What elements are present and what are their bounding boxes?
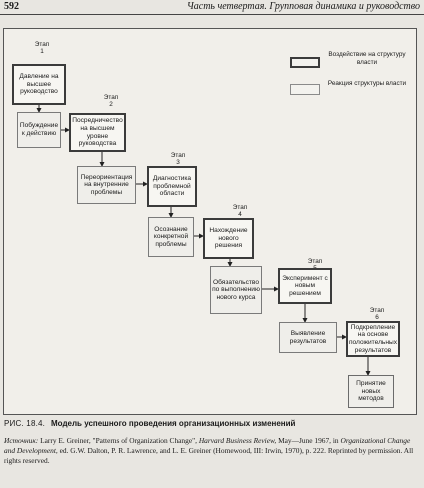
stage-2-word: Этап [103,94,119,101]
figure-title: Модель успешного проведения организационных изменений [51,419,296,428]
figure-source [4,436,420,466]
node-arousal-to-action: Побуждение к действию [17,112,61,148]
running-head: Часть четвертая. Групповая динамика и руководство [186,1,420,12]
source-part-3: ed. G.W. Dalton, P. R. Lawrence, and L. E. Greiner (Homewood, III: Irwin, 1970), p. 222. Reprinted by permission. All rights reserved. [4,446,414,465]
node-commitment-to-new-course: Обязательство по выполнению нового курса [210,266,262,314]
node-diagnosis-of-problem-areas: Диагностика проблемной области [147,166,197,207]
stage-3-word: Этап [170,152,186,159]
stage-1-number: 1 [40,48,44,56]
stage-3-number: 3 [176,159,180,167]
node-experimentation-with-new-solution: Эксперимент с новым решением [278,268,332,304]
stage-4-word: Этап [232,204,248,211]
source-part-2: May—June 1967, in [276,436,341,445]
stage-6-word: Этап [369,307,385,314]
stage-5-word: Этап [307,258,323,265]
source-lead: Источник: [4,436,39,445]
legend-reaction-swatch [290,84,320,95]
legend-power-swatch [290,57,320,68]
node-intervention-at-top: Посредничество на высшем уровне руководства [69,113,126,152]
legend-reaction-label: Реакция структуры власти [327,80,407,87]
node-reorientation-to-internal-problems: Переориентация на внутренние проблемы [77,166,136,204]
node-pressure-on-top-management: Давление на высшее руководство [12,64,66,105]
stage-2-label [99,94,123,109]
node-search-for-results: Выявление результатов [279,322,337,353]
node-reinforcement-from-positive-results: Подкрепление на основе положительных результатов [346,321,400,357]
page-number: 592 [4,1,19,12]
node-invention-of-new-solution: Нахождение нового решения [203,218,254,259]
legend-power-label: Воздействие на структуру власти [328,51,406,66]
stage-3-label [166,152,190,167]
stage-4-number: 4 [238,211,242,219]
stage-6-label [365,307,389,322]
source-journal: Harvard Business Review, [198,436,277,445]
figure-number: РИС. 18.4. [4,419,46,428]
node-recognition-of-specific-problem: Осознание конкретной проблемы [148,217,194,257]
stage-1-label [30,41,54,56]
stage-2-number: 2 [109,101,113,109]
stage-6-number: 6 [375,314,379,322]
stage-4-label [228,204,252,219]
source-part-1: Larry E. Greiner, "Patterns of Organization Change", [38,436,199,445]
source-book: Organizational Change and Development, [4,436,411,455]
stage-1-word: Этап [34,41,50,48]
node-acceptance-of-new-practices: Принятие новых методов [348,375,394,408]
